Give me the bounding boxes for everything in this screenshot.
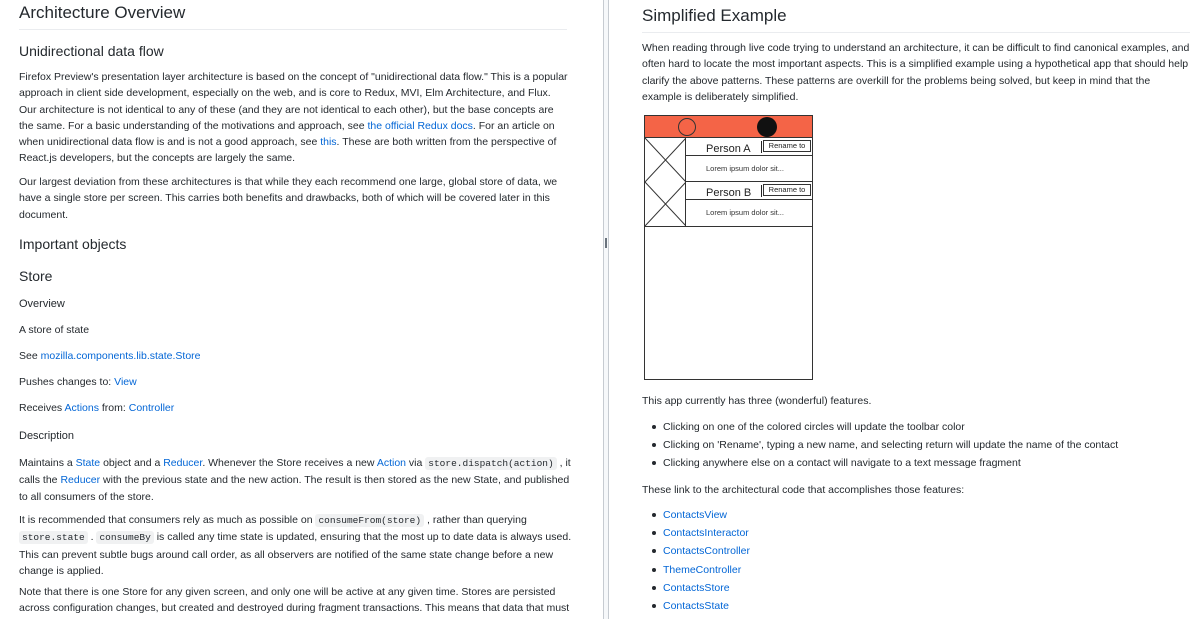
link-view[interactable]: View [114,376,137,388]
section-heading-store: Store [19,268,53,284]
link-action[interactable]: Action [376,457,407,469]
code-consume-from: consumeFrom(store) [315,514,424,527]
list-item [652,597,750,615]
paragraph-links-intro: These link to the architectural code that accomplishes those features: [642,484,965,496]
link-store-class[interactable]: mozilla.components.lib.state.Store [40,350,201,362]
link-contacts-state[interactable]: ContactsState [663,600,729,613]
section-heading-overview: Overview [19,298,65,310]
mock-toolbar [645,116,812,138]
list-item [652,524,750,542]
list-item [652,506,750,524]
paragraph-text: via [406,457,426,469]
link-contacts-view[interactable]: ContactsView [663,509,728,521]
code-dispatch: store.dispatch(action) [425,457,556,470]
link-article[interactable]: this [320,136,337,149]
avatar-placeholder-icon [645,182,686,226]
list-item [652,561,750,579]
paragraph-deviation: Our largest deviation from these architectures is that while they each recommend one large, global store of data, we have a single store per screen. This carries both benefits and drawbacks, both of which will be covered later in this document. [19,176,558,221]
link-state[interactable]: State [75,457,101,469]
link-reducer-2[interactable]: Reducer [60,474,101,487]
link-contacts-interactor[interactable]: ContactsInteractor [663,527,749,540]
section-heading-unidirectional: Unidirectional data flow [19,43,164,59]
see-line [19,348,201,364]
paragraph-consumers [19,512,574,579]
link-contacts-store[interactable]: ContactsStore [663,581,730,594]
architecture-links-list [652,506,750,615]
receives-mid: from: [98,402,129,414]
link-theme-controller[interactable]: ThemeController [663,563,742,576]
receives-line [19,400,174,416]
avatar-placeholder-icon [645,138,686,182]
link-actions[interactable]: Actions [64,402,99,414]
divider [686,155,812,156]
paragraph-text: , rather than querying [424,514,527,526]
see-prefix: See [19,350,41,362]
paragraph-text: is called any time state is updated, ensuring that the most up to date data is always used. This can prevent subtle bugs around call order, as all observers are notified of the same state change before a new change is applied. [19,531,572,577]
contact-name: Person B [706,187,752,199]
right-scrollbar[interactable] [1190,0,1200,619]
paragraph-features-intro: This app currently has three (wonderful) features. [642,395,872,407]
paragraph-store-lifecycle: Note that there is one Store for any given screen, and only one will be active at any given time. Stores are persisted across configuration changes, but created and destroyed during fragment transactions. This means that data that must [19,586,570,615]
page-title: Architecture Overview [19,3,186,22]
store-state-text: A store of state [19,324,90,336]
paragraph-text: . Whenever the Store receives a new [202,457,377,469]
receives-prefix: Receives [19,402,65,414]
title-divider [19,29,567,30]
code-consume-by: consumeBy [96,531,153,544]
contact-snippet: Lorem ipsum dolor sit... [706,208,784,217]
pushes-line [19,374,137,390]
link-contacts-controller[interactable]: ContactsController [663,545,750,558]
list-item: Clicking on one of the colored circles will update the toolbar color [652,418,1118,436]
title-divider [642,32,1190,33]
paragraph-description [19,455,574,505]
pushes-prefix: Pushes changes to: [19,376,115,388]
paragraph-text: . These are both written from the perspective of React.js developers, but the concepts are largely the same. [19,136,557,165]
features-list [652,418,1118,472]
paragraph-text: object and a [100,457,164,469]
paragraph-text: . For an article on when unidirectional data flow is and is not a good approach, see [19,119,555,149]
list-item: Clicking on 'Rename', typing a new name, and selecting return will update the name of the contact [652,436,1118,454]
rename-button: Rename to [763,184,811,196]
link-redux-docs[interactable]: the official Redux docs [367,119,473,132]
paragraph-text: . [87,531,97,544]
list-item [652,542,750,560]
divider [645,226,812,227]
text-cursor [761,185,762,197]
mock-contact-row [645,182,812,226]
list-item: Clicking anywhere else on a contact will navigate to a text message fragment [652,454,1118,472]
divider [686,199,812,200]
rename-button: Rename to [763,140,811,152]
section-title-simplified-example: Simplified Example [642,6,787,25]
list-item [652,579,750,597]
link-reducer[interactable]: Reducer [163,457,203,469]
paragraph-text: It is recommended that consumers rely as much as possible on [19,514,316,526]
text-cursor [761,141,762,153]
contact-name: Person A [706,143,751,155]
link-controller[interactable]: Controller [128,402,175,414]
code-store-state: store.state [19,531,88,544]
color-circle-outline-icon [678,118,696,136]
paragraph-text: Maintains a [19,457,76,469]
splitter-grip-icon[interactable] [605,238,607,248]
left-scrollbar[interactable] [590,0,600,619]
section-heading-important-objects: Important objects [19,236,127,252]
section-heading-description: Description [19,430,75,442]
contact-snippet: Lorem ipsum dolor sit... [706,164,784,173]
paragraph-text: , it calls the [19,457,571,487]
paragraph-simplified-intro: When reading through live code trying to understand an architecture, it can be difficult to find canonical examples, and often hard to locate the most important aspects. This is a simplified example using a hypothetical app that should help clarify the above patterns. These patterns are overkill for the problems being solved, but keep in mind that the example is deliberately simplified. [642,42,1190,103]
pane-splitter[interactable] [603,0,609,619]
paragraph-text: with the previous state and the new action. The result is then stored as the new State, and published to all consumers of the store. [19,474,570,503]
paragraph-intro [19,69,569,167]
color-circle-filled-icon [757,117,777,137]
mock-contact-row [645,138,812,182]
paragraph-text: Firefox Preview's presentation layer architecture is based on the concept of "unidirectional data flow." This is a popular approach in client side development, especially on the web, and is core to Redux, MVI, Elm Architecture, and Flux. Our architecture is not identical to any of these (and they are not identical to each other), but the base concepts are the same. For a basic understanding of the motivations and approach, see [19,71,568,132]
example-app-mockup [644,115,813,380]
